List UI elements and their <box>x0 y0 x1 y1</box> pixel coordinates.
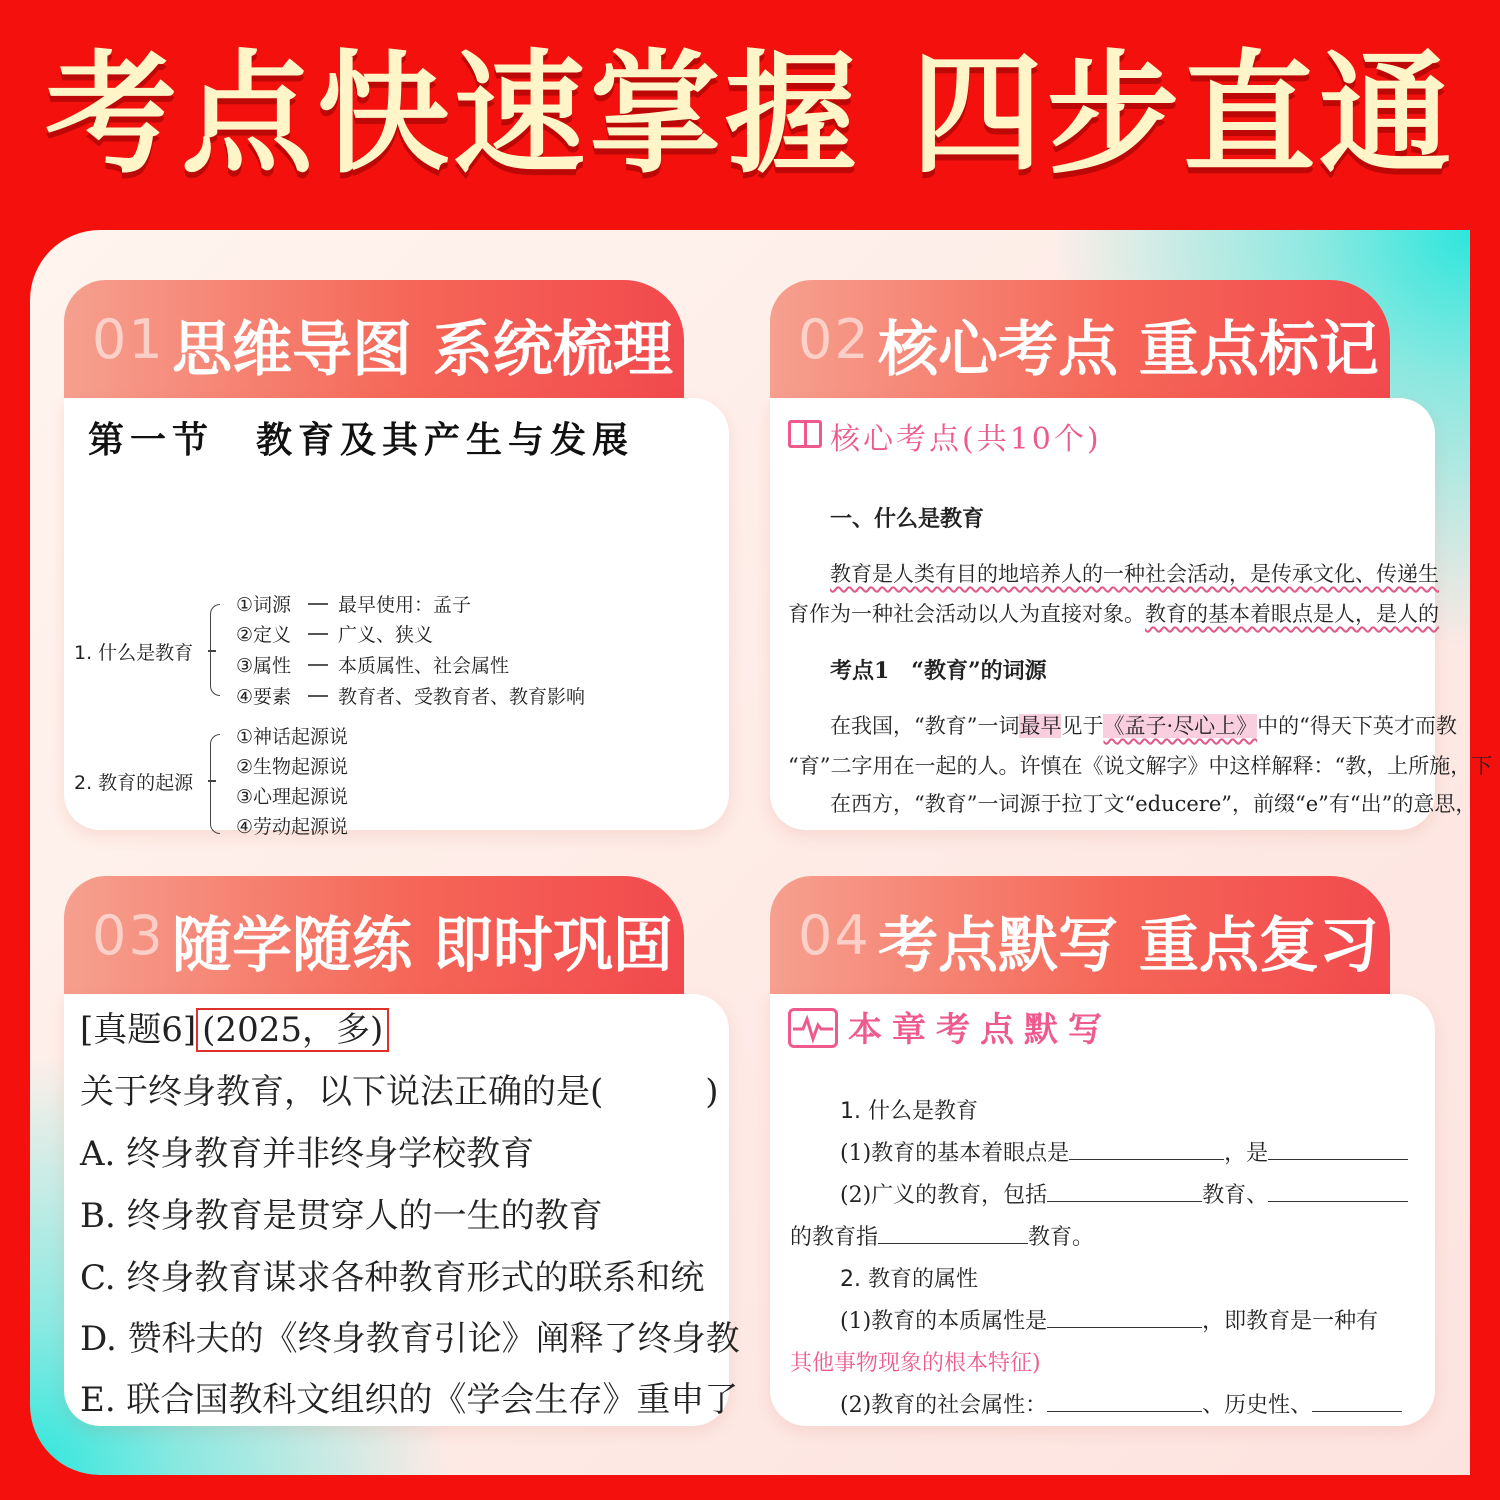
pulse-icon <box>788 1008 838 1048</box>
mindmap-item: ②定义 <box>236 624 292 646</box>
blank <box>1268 1140 1408 1160</box>
card-core-points <box>770 280 1493 830</box>
card-practice <box>64 876 740 1426</box>
fill-line <box>790 1220 1094 1251</box>
fill-line <box>840 1388 1402 1419</box>
option-a: A. 终身教育并非终身学校教育 <box>80 1134 535 1174</box>
question-number: [真题6] <box>80 1010 197 1050</box>
preview-sheet <box>64 398 729 838</box>
mindmap-root-label: 1. 什么是教育 <box>74 642 194 664</box>
text-run-emphasis: 教育的基本着眼点是人，是人的 <box>1145 602 1439 626</box>
step-number: 01 <box>92 308 165 371</box>
option-d: D. 赞科夫的《终身教育引论》阐释了终身教 <box>80 1319 740 1359</box>
mindmap-dash <box>308 633 328 635</box>
option-e: E. 联合国教科文组织的《学会生存》重申了 <box>80 1380 739 1420</box>
content-panel <box>30 230 1493 1475</box>
text-run: 的教育指 <box>790 1225 879 1250</box>
step-title: 考点默写 重点复习 <box>878 911 1379 981</box>
mindmap-item: ③属性 <box>236 655 292 677</box>
section-title: 第一节 教育及其产生与发展 <box>88 419 635 461</box>
option-b: B. 终身教育是贯穿人的一生的教育 <box>80 1196 603 1236</box>
mindmap-detail: 教育者、受教育者、教育影响 <box>338 686 586 708</box>
text-run: 、历史性、 <box>1202 1393 1313 1418</box>
mindmap-root-label: 2. 教育的起源 <box>74 772 194 794</box>
question-tag <box>80 1002 389 1051</box>
text-run: 育作为一种社会活动以人为直接对象。 <box>788 602 1145 626</box>
book-icon <box>788 420 822 448</box>
blank <box>878 1224 1028 1244</box>
question-stem: 关于终身教育，以下说法正确的是( ) <box>80 1072 719 1112</box>
blank <box>1047 1182 1202 1202</box>
step-title: 核心考点 重点标记 <box>878 315 1379 385</box>
section-heading: 本章考点默写 <box>848 1010 1112 1050</box>
paragraph-line <box>788 598 1439 628</box>
text-run: 教育。 <box>1028 1225 1095 1250</box>
text-run: 在我国，“教育”一词 <box>830 714 1020 738</box>
paragraph-line <box>830 710 1457 740</box>
subsection-heading: 一、什么是教育 <box>830 506 985 532</box>
section-heading: 核心考点(共10个) <box>830 422 1102 457</box>
step-title: 随学随练 即时巩固 <box>172 911 673 981</box>
mindmap-dash <box>308 664 328 666</box>
subsection-heading: 1. 什么是教育 <box>840 1099 978 1124</box>
fill-line-answer: 其他事物现象的根本特征) <box>790 1351 1041 1376</box>
mindmap-connector <box>208 650 216 652</box>
preview-sheet <box>770 994 1435 1426</box>
mindmap-item: ③心理起源说 <box>236 786 349 808</box>
text-run: 见于 <box>1061 714 1104 738</box>
blank <box>1069 1140 1224 1160</box>
mindmap-item: ④要素 <box>236 686 292 708</box>
text-run: (2)广义的教育，包括 <box>840 1183 1048 1208</box>
mindmap-item: ①词源 <box>236 594 292 616</box>
paragraph-line: 在西方，“教育”一词源于拉丁文“educere”，前缀“e”有“出”的意思， <box>830 792 1477 816</box>
point-heading: 考点1 “教育”的词源 <box>830 658 1047 684</box>
fill-line <box>840 1136 1408 1167</box>
text-run: 中的“得天下英才而教 <box>1257 714 1457 738</box>
card-mind-map <box>64 280 729 838</box>
paragraph-line: 教育是人类有目的地培养人的一种社会活动，是传承文化、传递生 <box>830 562 1439 586</box>
text-run: ，是 <box>1224 1141 1269 1166</box>
fill-line <box>840 1304 1378 1335</box>
text-run: (1)教育的基本着眼点是 <box>840 1141 1070 1166</box>
text-run: 教育、 <box>1202 1183 1269 1208</box>
fill-line <box>840 1178 1408 1209</box>
text-run: (2)教育的社会属性： <box>840 1393 1048 1418</box>
step-number: 03 <box>92 904 165 967</box>
blank <box>1312 1392 1402 1412</box>
mindmap-brace <box>210 734 220 834</box>
mindmap-item: ②生物起源说 <box>236 756 349 778</box>
subsection-heading: 2. 教育的属性 <box>840 1267 978 1292</box>
option-c: C. 终身教育谋求各种教育形式的联系和统 <box>80 1258 705 1298</box>
card-dictation <box>770 876 1435 1426</box>
paragraph-line: “育”二字用在一起的人。许慎在《说文解字》中这样解释：“教，上所施，下 <box>788 754 1493 778</box>
text-run-highlight: 《孟子·尽心上》 <box>1103 714 1258 738</box>
headline: 考点快速掌握 四步直通 <box>45 38 1455 192</box>
preview-sheet <box>64 994 740 1426</box>
mindmap-detail: 最早使用：孟子 <box>338 594 472 616</box>
step-title: 思维导图 系统梳理 <box>172 315 673 385</box>
text-run: ，即教育是一种有 <box>1202 1309 1379 1334</box>
mindmap-dash <box>308 603 328 605</box>
mindmap-item: ①神话起源说 <box>236 726 349 748</box>
preview-sheet <box>770 398 1493 830</box>
blank <box>1047 1308 1202 1328</box>
step-number: 02 <box>798 308 871 371</box>
mindmap-detail: 本质属性、社会属性 <box>338 655 510 677</box>
question-source-box: (2025，多) <box>196 1008 389 1052</box>
blank <box>1268 1182 1408 1202</box>
mindmap-item: ④劳动起源说 <box>236 816 349 838</box>
text-run: (1)教育的本质属性是 <box>840 1309 1048 1334</box>
text-run-highlight: 最早 <box>1019 714 1062 738</box>
mindmap-connector <box>208 780 216 782</box>
step-number: 04 <box>798 904 871 967</box>
blank <box>1047 1392 1202 1412</box>
mindmap-detail: 广义、狭义 <box>338 624 434 646</box>
mindmap-dash <box>308 695 328 697</box>
